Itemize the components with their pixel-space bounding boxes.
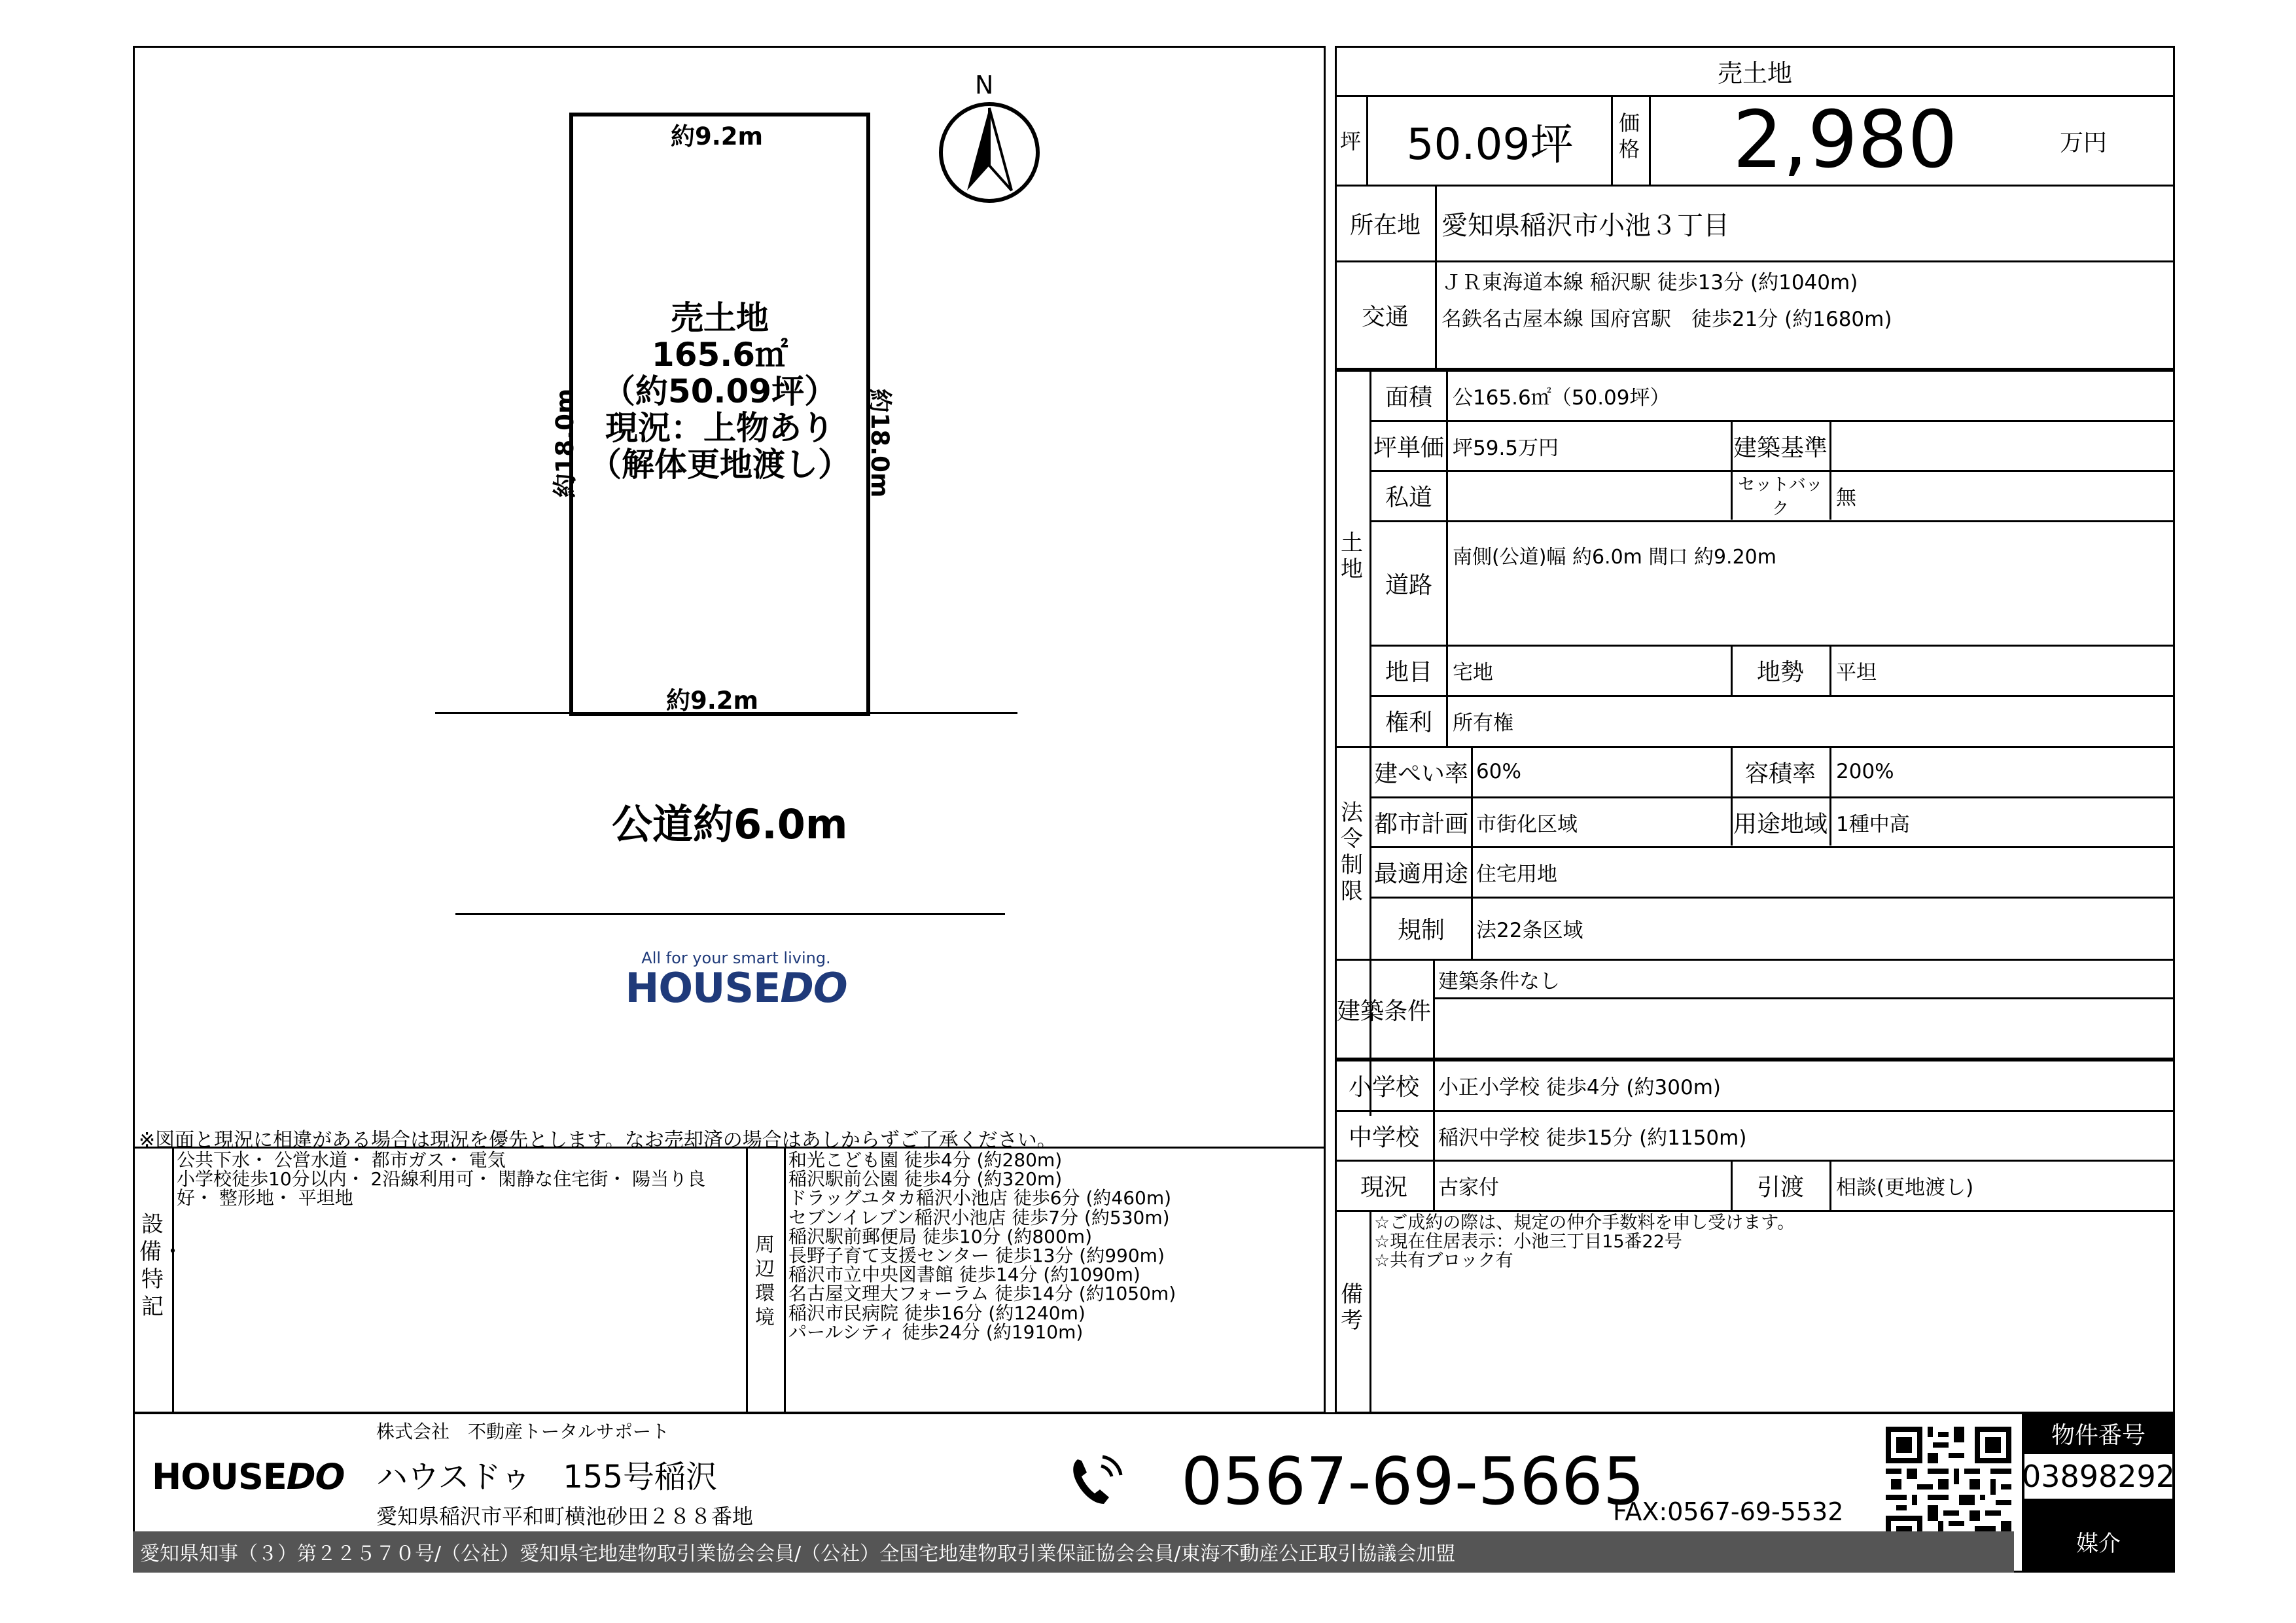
list-item: ドラッグユタカ稲沢小池店 徒歩6分 (約460m) <box>788 1187 1172 1209</box>
road-field-label: 道路 <box>1385 571 1432 599</box>
zone-value: 1種中高 <box>1836 812 1910 836</box>
terrain-value: 平坦 <box>1836 660 1877 685</box>
property-no-value: 03898292 <box>2024 1454 2172 1499</box>
location-value: 愛知県稲沢市小池３丁目 <box>1441 210 1729 241</box>
list-item: 長野子育て支援センター 徒歩13分 (約990m) <box>788 1245 1165 1267</box>
tsubo-value: 50.09坪 <box>1406 118 1574 169</box>
transport-label: 交通 <box>1361 303 1409 330</box>
list-item: セブンイレブン稲沢小池店 徒歩7分 (約530m) <box>788 1206 1170 1228</box>
legal-section-label: 法令制限 <box>1341 800 1363 904</box>
logo-tagline: All for your smart living. <box>641 949 831 967</box>
lot-type: 売土地 <box>671 299 769 337</box>
zone-label: 用途地域 <box>1733 810 1828 838</box>
handover-label: 引渡 <box>1756 1173 1804 1201</box>
tsubo-label: 坪 <box>1339 129 1361 154</box>
housedo-logo <box>618 949 854 1012</box>
lower-table-top <box>133 1147 1326 1149</box>
footer-brand-main: HOUSE <box>152 1456 287 1497</box>
rights-label: 権利 <box>1385 709 1432 736</box>
footer-brand-logo <box>152 1456 344 1497</box>
current-label: 現況 <box>1360 1173 1407 1201</box>
logo-brand-main: HOUSE <box>625 964 781 1012</box>
area-value: 公165.6㎡（50.09坪） <box>1453 385 1670 410</box>
far-value: 200% <box>1836 760 1894 783</box>
handover-value: 相談(更地渡し) <box>1836 1175 1974 1200</box>
list-item: 稲沢市立中央図書館 徒歩14分 (約1090m) <box>788 1264 1140 1286</box>
spec-title: 売土地 <box>1717 58 1792 88</box>
property-no-label: 物件番号 <box>2051 1421 2146 1449</box>
list-item: ☆共有ブロック有 <box>1374 1251 1513 1271</box>
license-text: 愛知県知事（３）第２２５７０号/（公社）愛知県宅地建物取引業協会会員/（公社）全国宅地建物取引業保証協会会員/東海不動産公正取引協議会加盟 <box>140 1543 1456 1565</box>
road-far-line <box>455 913 1005 915</box>
build-cond-label: 建築条件 <box>1336 997 1431 1025</box>
elementary-value: 小正小学校 徒歩4分 (約300m) <box>1438 1075 1721 1099</box>
list-item: ☆ご成約の際は、規定の仲介手数料を申し受けます。 <box>1374 1213 1795 1233</box>
lot-delivery: （解体更地渡し） <box>589 446 851 484</box>
footer-store: ハウスドゥ 155号稲沢 <box>376 1459 717 1495</box>
lot-top-width: 約9.2m <box>671 122 764 151</box>
transport-line-2: 名鉄名古屋本線 国府宮駅 徒歩21分 (約1680m) <box>1441 307 1892 331</box>
remarks-list <box>1374 1213 1795 1270</box>
elementary-label: 小学校 <box>1348 1073 1419 1101</box>
road-label: 公道約6.0m <box>612 800 848 848</box>
setback-value: 無 <box>1836 486 1856 510</box>
location-label: 所在地 <box>1349 211 1421 239</box>
phone-icon <box>1063 1446 1129 1512</box>
surroundings-label: 周辺環境 <box>755 1234 775 1329</box>
rights-value: 所有権 <box>1453 711 1513 735</box>
lot-center-text <box>576 300 864 483</box>
footer-company: 株式会社 不動産トータルサポート <box>376 1421 670 1442</box>
build-cond-value: 建築条件なし <box>1438 969 1560 993</box>
remarks-label: 備考 <box>1341 1281 1363 1334</box>
north-arrow-icon <box>937 71 1042 202</box>
lot-area: 165.6㎡ <box>651 336 788 374</box>
transport-line-1: ＪＲ東海道本線 稲沢駅 徒歩13分 (約1040m) <box>1441 270 1858 294</box>
current-value: 古家付 <box>1438 1175 1499 1200</box>
facilities-text: 公共下水・ 公営水道・ 都市ガス・ 電気 小学校徒歩10分以内・ 2沿線利用可・ 閑静な住宅街・ 陽当り良 好・ 整形地・ 平坦地 <box>177 1149 706 1209</box>
unit-price-value: 坪59.5万円 <box>1453 436 1559 460</box>
best-use-value: 住宅用地 <box>1476 862 1557 886</box>
broker-label: 媒介 <box>2076 1530 2121 1557</box>
land-section-label: 土地 <box>1341 530 1363 582</box>
list-item: 稲沢市民病院 徒歩16分 (約1240m) <box>788 1302 1086 1324</box>
lot-status: 現況：上物あり <box>605 409 834 447</box>
coverage-value: 60% <box>1476 760 1521 783</box>
list-item: ☆現在住居表示：小池三丁目15番22号 <box>1374 1232 1682 1252</box>
private-road-label: 私道 <box>1385 484 1432 511</box>
junior-value: 稲沢中学校 徒歩15分 (約1150m) <box>1438 1126 1747 1150</box>
list-item: 名古屋文理大フォーラム 徒歩14分 (約1050m) <box>788 1283 1176 1305</box>
facilities-label: 設備・特記 <box>139 1211 184 1320</box>
north-label: N <box>975 71 994 99</box>
lot-tsubo: （約50.09坪） <box>602 372 838 410</box>
regulation-label: 規制 <box>1397 916 1445 944</box>
area-label: 面積 <box>1385 383 1432 411</box>
lot-right-depth: 約18.0m <box>866 388 894 498</box>
list-item: パールシティ 徒歩24分 (約1910m) <box>788 1321 1084 1343</box>
setback-label: セットバック <box>1738 475 1823 519</box>
building-std-label: 建築基準 <box>1733 434 1828 461</box>
city-plan-value: 市街化区域 <box>1476 812 1578 836</box>
price-value: 2,980 <box>1733 94 1958 186</box>
junior-label: 中学校 <box>1348 1124 1419 1151</box>
lot-bottom-width: 約9.2m <box>666 687 759 715</box>
list-item: 稲沢駅前郵便局 徒歩10分 (約800m) <box>788 1225 1092 1247</box>
list-item: 和光こども園 徒歩4分 (約280m) <box>788 1149 1063 1171</box>
unit-price-label: 坪単価 <box>1373 434 1444 461</box>
price-unit: 万円 <box>2060 130 2108 156</box>
road-field-value: 南側(公道)幅 約6.0m 間口 約9.20m <box>1453 546 1776 569</box>
lot-left-depth: 約18.0m <box>551 388 579 498</box>
city-plan-label: 都市計画 <box>1373 810 1468 838</box>
footer-phone[interactable]: 0567-69-5665 <box>1181 1443 1645 1520</box>
land-cat-value: 宅地 <box>1453 660 1493 685</box>
logo-brand-accent: DO <box>780 964 847 1012</box>
regulation-value: 法22条区域 <box>1476 918 1583 942</box>
terrain-label: 地勢 <box>1756 658 1804 686</box>
coverage-label: 建ぺい率 <box>1373 760 1468 787</box>
footer-address: 愛知県稲沢市平和町横池砂田２８８番地 <box>376 1504 754 1529</box>
price-label: 価格 <box>1618 111 1640 162</box>
far-label: 容積率 <box>1744 760 1816 787</box>
footer-brand-accent: DO <box>286 1456 345 1497</box>
footer-fax: FAX:0567-69-5532 <box>1613 1497 1844 1526</box>
disclaimer: ※図面と現況に相違がある場合は現況を優先とします。なお売却済の場合はあしからずご了承ください。 <box>139 1129 1057 1152</box>
list-item: 稲沢駅前公園 徒歩4分 (約320m) <box>788 1168 1063 1190</box>
surroundings-list <box>788 1150 1176 1342</box>
land-cat-label: 地目 <box>1385 658 1432 686</box>
best-use-label: 最適用途 <box>1373 860 1468 887</box>
